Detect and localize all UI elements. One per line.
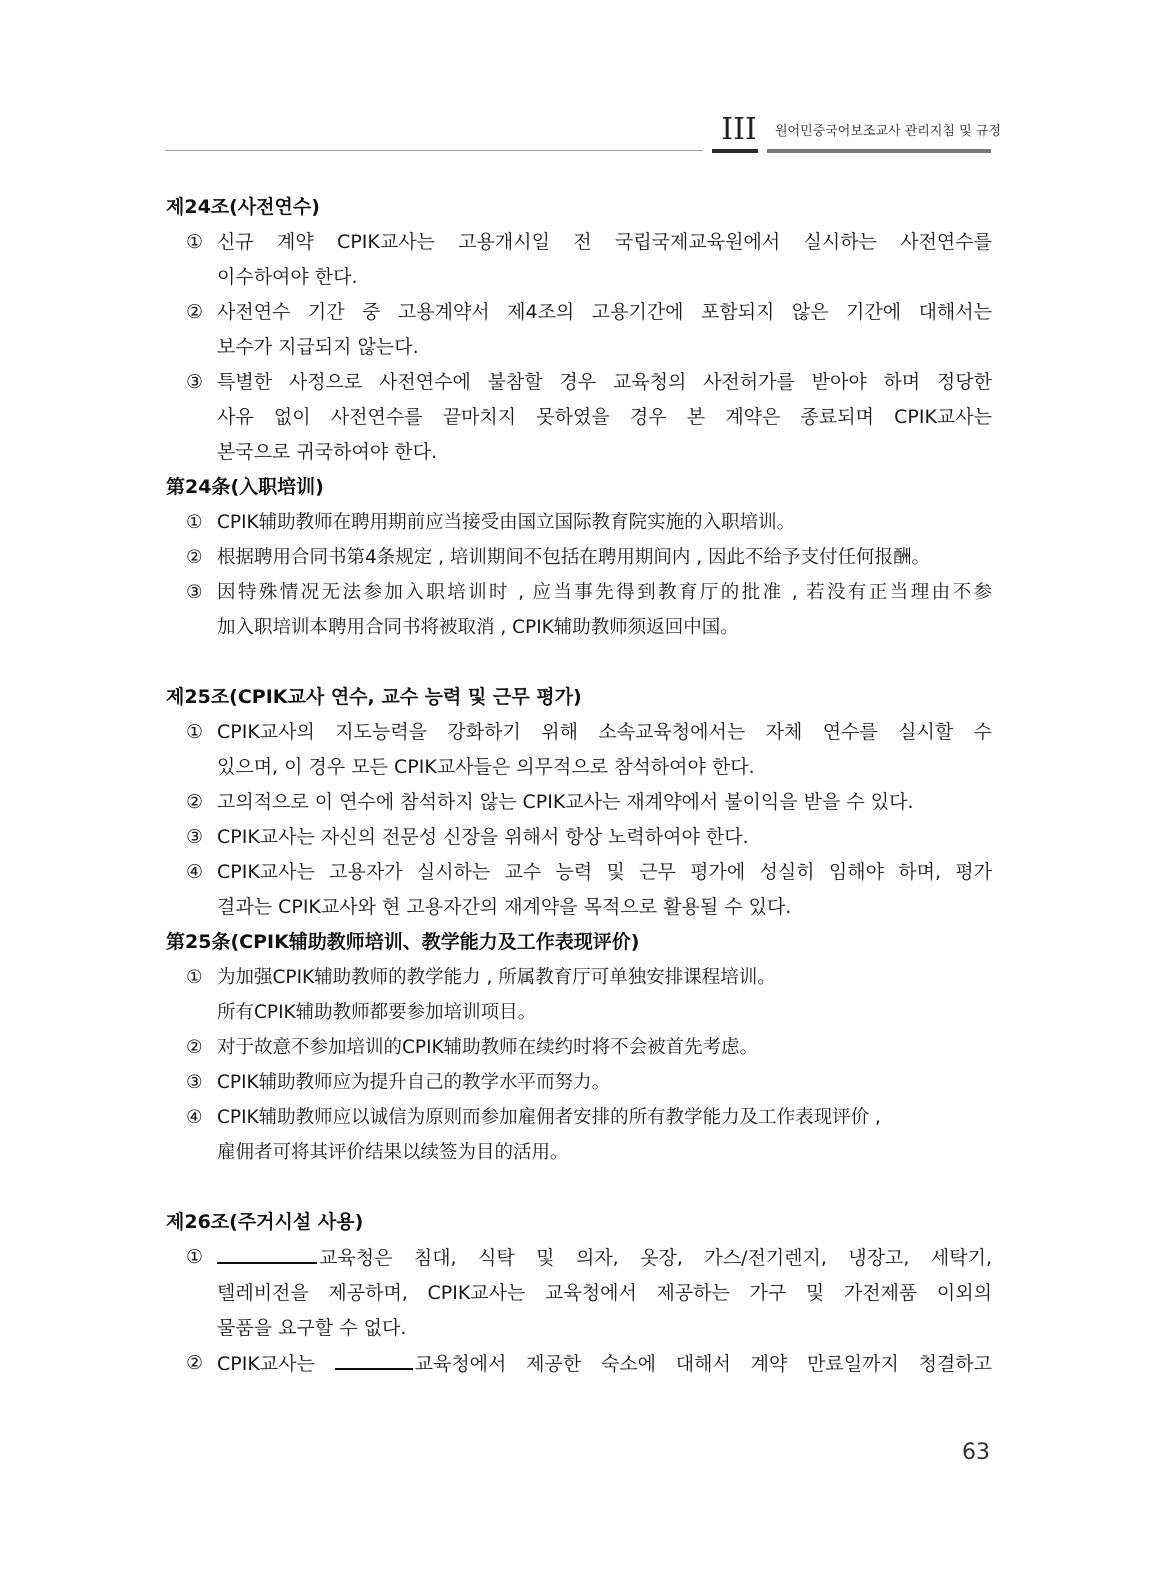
item-line: 因特殊情况无法参加入职培训时 , 应当事先得到教育厅的批准 , 若没有正当理由不参 — [217, 582, 992, 603]
item-number: ③ — [186, 371, 204, 393]
item-line: 고의적으로 이 연수에 참석하지 않는 CPIK교사는 재계약에서 불이익을 받을 수 있다. — [217, 791, 914, 813]
item-line: CPIK辅助教师在聘用期前应当接受由国立国际教育院实施的入职培训。 — [217, 512, 796, 533]
item-line: 사유 없이 사전연수를 끝마치지 못하였을 경우 본 계약은 종료되며 CPIK교사는 — [217, 406, 992, 428]
article-25-heading-ko: 제25조(CPIK교사 연수, 교수 능력 및 근무 평가) — [166, 686, 582, 708]
item-number: ② — [186, 791, 204, 813]
item-line: 특별한 사정으로 사전연수에 불참할 경우 교육청의 사전허가를 받아야 하며 정당한 — [217, 371, 992, 393]
fill-in-blank — [217, 1240, 317, 1264]
header-rule-left — [165, 150, 703, 151]
item-line: 텔레비전을 제공하며, CPIK교사는 교육청에서 제공하는 가구 및 가전제품 이외의 — [217, 1282, 992, 1304]
article-25-heading-zh: 第25条(CPIK辅助教师培训、教学能力及工作表现评价) — [166, 931, 640, 953]
article-24-zh-item-2 — [166, 540, 992, 575]
item-number: ② — [186, 1352, 204, 1374]
article-25-ko-item-3 — [166, 820, 992, 855]
item-line-text: 교육청에서 제공한 숙소에 대해서 계약 만료일까지 청결하고 — [414, 1353, 992, 1375]
item-number: ④ — [186, 1107, 203, 1128]
item-number: ① — [186, 512, 203, 533]
article-25-ko-item-2 — [166, 785, 992, 820]
item-line: CPIK교사는 고용자가 실시하는 교수 능력 및 근무 평가에 성실히 임해야 하며, 평가 — [217, 861, 992, 883]
item-line: 사전연수 기간 중 고용계약서 제4조의 고용기간에 포함되지 않은 기간에 대해서는 — [217, 301, 992, 323]
item-number: ① — [186, 721, 204, 743]
article-25-ko-item-1 — [166, 715, 992, 785]
item-number: ③ — [186, 826, 204, 848]
article-26-ko-item-1 — [166, 1240, 992, 1346]
chapter-roman-numeral: III — [721, 112, 757, 147]
item-line: 雇佣者可将其评价结果以续签为目的活用。 — [217, 1142, 569, 1163]
article-25-zh-item-3 — [166, 1065, 992, 1100]
item-line: 본국으로 귀국하여야 한다. — [217, 441, 438, 463]
item-line: CPIK辅助教师应以诚信为原则而参加雇佣者安排的所有教学能力及工作表现评价 , — [217, 1107, 881, 1128]
item-number: ② — [186, 1037, 203, 1058]
item-line-prefix: CPIK교사는 — [217, 1353, 315, 1375]
page-number: 63 — [962, 1440, 990, 1465]
article-26-ko-item-2 — [166, 1346, 992, 1382]
item-line: CPIK辅助教师应为提升自己的教学水平而努力。 — [217, 1072, 611, 1093]
item-number: ① — [186, 1246, 204, 1268]
article-24-ko-item-2 — [166, 295, 992, 365]
item-number: ④ — [186, 861, 204, 883]
item-number: ③ — [186, 1072, 203, 1093]
item-line: 신규 계약 CPIK교사는 고용개시일 전 국립국제교육원에서 실시하는 사전연수를 — [217, 231, 992, 253]
item-line-with-blank — [217, 1240, 992, 1276]
item-line: 对于故意不参加培训的CPIK辅助教师在续约时将不会被首先考虑。 — [217, 1037, 759, 1058]
item-line-with-blank — [217, 1346, 992, 1382]
article-25-ko-item-4 — [166, 855, 992, 925]
item-line: 为加强CPIK辅助教师的教学能力 , 所属教育厅可单独安排课程培训。 — [217, 967, 776, 988]
item-line: 물품을 요구할 수 없다. — [217, 1317, 407, 1339]
running-header-title: 원어민중국어보조교사 관리지침 및 규정 — [775, 124, 1001, 139]
article-25-zh-item-4 — [166, 1100, 992, 1170]
item-line: 보수가 지급되지 않는다. — [217, 336, 419, 358]
article-24-zh-item-3 — [166, 575, 992, 645]
item-line: 加入职培训本聘用合同书将被取消 , CPIK辅助教师须返回中国。 — [217, 617, 739, 638]
item-line: 결과는 CPIK교사와 현 고용자간의 재계약을 목적으로 활용될 수 있다. — [217, 896, 792, 918]
item-line: 所有CPIK辅助教师都要参加培训项目。 — [217, 1002, 537, 1023]
article-26-heading-ko: 제26조(주거시설 사용) — [166, 1211, 364, 1233]
fill-in-blank — [335, 1346, 413, 1370]
item-number: ③ — [186, 582, 203, 603]
item-line: 있으며, 이 경우 모든 CPIK교사들은 의무적으로 참석하여야 한다. — [217, 756, 755, 778]
item-line: 根据聘用合同书第4条规定 , 培训期间不包括在聘用期间内 , 因此不给予支付任何报酬。 — [217, 547, 931, 568]
article-25-zh-item-1 — [166, 960, 992, 1030]
article-24-heading-ko: 제24조(사전연수) — [166, 196, 320, 218]
article-24-zh-item-1 — [166, 505, 992, 540]
document-body — [166, 190, 992, 1382]
item-line: CPIK교사의 지도능력을 강화하기 위해 소속교육청에서는 자체 연수를 실시할 수 — [217, 721, 992, 743]
item-number: ① — [186, 967, 203, 988]
article-25-zh-item-2 — [166, 1030, 992, 1065]
item-line: CPIK교사는 자신의 전문성 신장을 위해서 항상 노력하여야 한다. — [217, 826, 749, 848]
chapter-roman-underline — [712, 149, 758, 153]
item-line: 이수하여야 한다. — [217, 266, 358, 288]
item-number: ② — [186, 547, 203, 568]
article-24-ko-item-3 — [166, 365, 992, 470]
item-line-text: 교육청은 침대, 식탁 및 의자, 옷장, 가스/전기렌지, 냉장고, 세탁기, — [319, 1247, 992, 1269]
item-number: ② — [186, 301, 204, 323]
article-24-heading-zh: 第24条(入职培训) — [166, 476, 324, 498]
item-number: ① — [186, 231, 204, 253]
article-24-ko-item-1 — [166, 225, 992, 295]
running-header-underline — [767, 149, 991, 153]
